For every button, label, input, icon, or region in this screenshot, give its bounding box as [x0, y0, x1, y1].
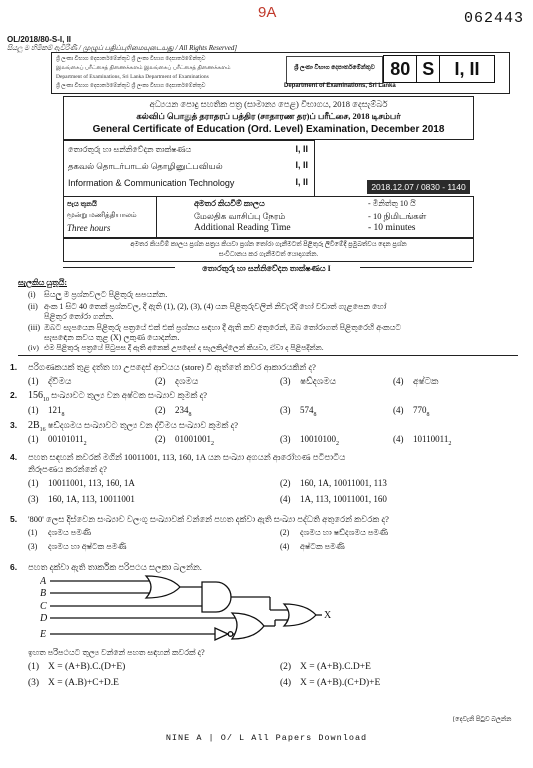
paper-code: OL/2018/80-S-I, II	[7, 35, 72, 44]
exam-title-sinhala: අධ්‍යයන පොදු සහතික පත්‍ර (සාමාන්‍ය පෙළ) විභාගය, 2018 දෙසැම්බර්	[149, 99, 388, 109]
option-text: 121	[48, 405, 62, 415]
option	[28, 494, 135, 504]
option-number: (2)	[280, 478, 291, 488]
instruction-text: සියලු ම ප්‍රශ්නවලට පිළිතුරු සපයන්න.	[44, 290, 168, 299]
instruction-text: එම පිළිතුරු පත්‍රයේ පිටුපස දී ඇති අනෙක් උපදෙස් ද සැලකිල්ලෙන් කියවා, ඒවා ද පිළිපදින්න.	[44, 343, 324, 352]
dept-line: Department of Examinations, Sri Lanka Department of Examinations	[56, 74, 209, 80]
duration-english: Three hours	[67, 223, 111, 233]
and-gate	[202, 582, 231, 612]
option-text: 234	[175, 405, 189, 415]
subject-paper: I, II	[295, 160, 308, 170]
question-2: 2. $156_{10}$ සංඛ්‍යාවට තුල්‍ය වන අෂ්ටක සංඛ්‍යාව කුමක් ද?	[10, 390, 208, 403]
logic-circuit-diagram	[40, 568, 360, 648]
option-text: 00101011	[48, 434, 84, 444]
exam-title-box	[63, 96, 474, 140]
instruction-item	[28, 302, 386, 312]
option	[280, 542, 345, 552]
option-number: (4)	[280, 494, 291, 504]
medium-code: S	[417, 56, 440, 82]
question-text: පහත සඳහන් කවරක් මගින් 10011001, 113, 160, 1A යන සංඛ්‍යා අගයන් ආරෝහණ පටිපාටිය	[28, 452, 346, 462]
option-number: (2)	[155, 376, 166, 386]
option-number: (3)	[280, 434, 291, 444]
option-number: (3)	[28, 494, 39, 504]
reading-english-value: - 10 minutes	[368, 223, 416, 233]
instruction-number: (ii)	[28, 302, 38, 311]
part-title: තොරතුරු හා සන්නිවේදන තාක්ෂණය I	[202, 264, 331, 273]
question-number: 2.	[10, 390, 18, 400]
instruction-text: අංක 1 සිට 40 තෙක් ප්‍රශ්නවල, දී ඇති (1), (2), (3), (4) යන පිළිතුරුවලින් නිවැරදි හෝ වඩාත් ගැළපෙන හෝ	[44, 302, 387, 311]
option-text: 10010100	[300, 434, 336, 444]
instruction-item	[28, 290, 167, 300]
dept-line: ශ්‍රී ලංකා විභාග දෙපාර්තමේන්තුව ශ්‍රී ලංකා විභාග දෙපාර්තමේන්තුව	[56, 83, 206, 89]
option-text: 10110011	[413, 434, 449, 444]
input-label-e: E	[40, 629, 47, 640]
instruction-item	[28, 323, 401, 333]
option: (1) $121_8$	[28, 405, 65, 418]
option-text: 574	[300, 405, 314, 415]
option: (2) $234_8$	[155, 405, 192, 418]
subject-sinhala: තොරතුරු හා සන්නිවේදන තාක්ෂණය	[68, 145, 192, 154]
subject-english: Information & Communication Technology	[68, 178, 235, 188]
option-text: X = (A+B).C.D+E	[300, 662, 371, 672]
footer-text: NINE A | O/ L All Papers Download	[165, 733, 368, 743]
department-stamp	[286, 56, 383, 84]
page-turn-note: [දෙවැනි පිටුව බලන්න	[453, 716, 512, 723]
option-number: (3)	[280, 376, 291, 386]
subject-tamil: தகவல் தொடர்பாடல் தொழினுட்பவியல்	[68, 161, 223, 171]
option-text: X = (A+B).C.(D+E)	[48, 662, 126, 672]
instruction-text: ඔබට සැපයෙන පිළිතුරු පත්‍රයේ එක් එක් ප්‍රශ්නය සඳහා දී ඇති කව අතුරෙන්, ඔබ තෝරාගත් පිළිතුරෙහි අංකයට	[44, 323, 402, 332]
option-number: (1)	[28, 478, 39, 488]
option-number: (4)	[393, 376, 404, 386]
instruction-item	[28, 312, 114, 322]
divider	[360, 267, 472, 268]
divider	[18, 355, 518, 356]
option	[280, 478, 387, 488]
option-text: 770	[413, 405, 427, 415]
dept-line: ශ්‍රී ලංකා විභාග දෙපාර්තමේන්තුව ශ්‍රී ලංකා විභාග දෙපාර්තමේන්තුව	[56, 56, 206, 62]
question-3: 3. $2B_{16}$ ෂඩ්දශමය සංඛ්‍යාවට තුල්‍ය වන ද්විමය සංඛ්‍යාව කුමක් ද?	[10, 420, 239, 433]
reading-sinhala: අමතර කියවීම් කාලය	[194, 199, 265, 208]
question-1	[10, 362, 316, 373]
option-text: අෂ්ටක	[413, 376, 439, 386]
question-number: 6.	[10, 562, 18, 572]
option-text: ෂඩ්දශමය	[300, 376, 337, 386]
option	[28, 478, 135, 488]
option-text: 160, 1A, 113, 10011001	[48, 494, 135, 504]
question-number: 5.	[10, 514, 18, 524]
option-number: (4)	[393, 434, 404, 444]
option	[393, 376, 438, 387]
dept-line: இலங்கைப் பரீட்சைத் திணைக்களம் இலங்கைப் பரீட்சைத் திணைக்களம்	[56, 65, 231, 71]
option-text: දශමය හා ෂඩ්දශමය පමණි	[300, 528, 388, 537]
question-4	[10, 452, 345, 463]
instruction-item	[28, 333, 179, 343]
option-text: 01001001	[175, 434, 211, 444]
exam-title-english: General Certificate of Education (Ord. Level) Examination, December 2018	[92, 124, 445, 135]
subject-paper: I, II	[295, 177, 308, 187]
option: (2) $01001001_2$	[155, 434, 214, 447]
question-5	[10, 514, 389, 525]
question-6-prompt: ඉහත පරිපථයට තුල්‍ය වන්නේ පහත සඳහන් කවරක් ද?	[28, 648, 205, 657]
reading-note-line: සංවිධානය කර ගැනීමටත් යොදාගන්න.	[218, 251, 319, 258]
duration-cell	[64, 197, 157, 237]
option	[28, 542, 126, 552]
paper-code-box	[383, 55, 495, 83]
option-number: (2)	[155, 434, 166, 444]
reading-english: Additional Reading Time	[194, 223, 291, 233]
option	[280, 494, 387, 504]
instruction-number: (iii)	[28, 323, 40, 332]
subject-paper: I, II	[295, 144, 308, 154]
paper-part: I, II	[454, 58, 480, 79]
question-text: පරිගණකයක් තුළ දත්ත හා උපදෙස් ආචයය (store) වී ඇත්තේ කවර ආකාරයකින් ද?	[28, 362, 316, 372]
reading-tamil-value: - 10 நிமிடங்கள்	[368, 211, 427, 221]
date-time-badge: 2018.12.07 / 0830 - 1140	[367, 180, 470, 194]
output-label-x: X	[324, 610, 332, 621]
or-gate	[284, 604, 316, 626]
subject-box	[63, 140, 315, 197]
reading-note-box	[63, 238, 474, 262]
input-label-d: D	[40, 613, 48, 624]
option-number: (3)	[28, 542, 38, 551]
option	[280, 528, 388, 538]
time-box	[63, 196, 474, 238]
instructions-heading: සැලකිය යුතුයි:	[18, 278, 67, 287]
option-number: (3)	[28, 678, 40, 688]
instruction-number: (iv)	[28, 343, 39, 352]
department-name: Department of Examinations, Sri Lanka	[284, 83, 396, 89]
top-mark: 9A	[258, 4, 277, 21]
reading-note-line: අමතර කියවීම් කාලය ප්‍රශ්න පත්‍රය කියවා ප්‍රශ්න තෝරා ගැනීමටත් පිළිතුරු ලිවීමේදී ප්‍රමුඛත්වය දෙන ප්‍රශ්න	[130, 241, 407, 248]
input-label-b: B	[40, 588, 47, 599]
serial-number: 062443	[464, 10, 525, 27]
option-text: 10011001, 113, 160, 1A	[48, 478, 135, 488]
input-label-c: C	[40, 601, 47, 612]
or-gate	[146, 576, 180, 598]
instruction-text: සැසඳෙන කවය තුළ (X) ලකුණ යොදන්න.	[44, 333, 180, 342]
question-text: සංඛ්‍යාවට තුල්‍ය වන අෂ්ටක සංඛ්‍යාව කුමක් ද?	[51, 390, 208, 400]
reading-sinhala-value: - මිනිත්තු 10 යි	[368, 199, 416, 208]
stamp-text: ශ්‍රී ලංකා විභාග දෙපාර්තමේන්තුව	[294, 65, 375, 71]
rights-notice: සියලු ම හිමිකම් ඇවිරිණි / முழுப் பதிப்புரிமையுடையது / All Rights Reserved]	[7, 44, 238, 52]
option-number: (4)	[280, 678, 292, 688]
instruction-number: (i)	[28, 290, 36, 299]
duration-sinhala: පැය තුනයි	[67, 200, 97, 208]
not-gate	[215, 628, 228, 640]
option-number: (1)	[28, 434, 39, 444]
option-text: දශමය	[175, 376, 199, 386]
option	[280, 662, 371, 672]
option-text: 160, 1A, 10011001, 113	[300, 478, 387, 488]
question-number: 3.	[10, 420, 18, 430]
question-number: 1.	[10, 362, 18, 372]
subject-number: 80	[384, 56, 417, 82]
option	[280, 376, 336, 387]
option	[280, 678, 380, 688]
option-text: X = (A+B).(C+D)+E	[300, 678, 381, 688]
question-text: ෂඩ්දශමය සංඛ්‍යාවට තුල්‍ය වන ද්විමය සංඛ්‍යාව කුමක් ද?	[47, 420, 239, 430]
option: (4) $10110011_2$	[393, 434, 452, 447]
option-number: (1)	[28, 528, 38, 537]
option-text: දශමය හා අෂ්ටක පමණි	[48, 542, 127, 551]
question-number: 4.	[10, 452, 18, 462]
option-number: (2)	[280, 662, 292, 672]
input-label-a: A	[40, 576, 47, 587]
option-number: (4)	[393, 405, 404, 415]
duration-tamil: மூன்று மணித்தியாலம்	[67, 211, 137, 219]
option: (3) $574_8$	[280, 405, 317, 418]
option-text: X = (A.B)+C+D.E	[48, 678, 119, 688]
option: (3) $10010100_2$	[280, 434, 339, 447]
reading-tamil: மேலதிக வாசிப்பு நேரம்	[194, 211, 286, 221]
option-number: (4)	[280, 542, 290, 551]
option-text: අෂ්ටක පමණි	[300, 542, 345, 551]
option-number: (1)	[28, 376, 39, 386]
question-text: පහත දක්වා ඇති තාර්කික පරිපථය සලකා බලන්න.	[28, 562, 202, 572]
option-number: (3)	[280, 405, 291, 415]
or-gate	[232, 613, 264, 639]
option	[28, 662, 125, 672]
option-number: (1)	[28, 405, 39, 415]
option-text: 1A, 113, 10011001, 160	[300, 494, 387, 504]
reading-time-cell	[156, 197, 473, 237]
option-text: ද්විමය	[48, 376, 72, 386]
option	[28, 528, 91, 538]
option-number: (2)	[155, 405, 166, 415]
option: (1) $00101011_2$	[28, 434, 87, 447]
option-number: (2)	[280, 528, 290, 537]
option: (4) $770_8$	[393, 405, 430, 418]
option	[155, 376, 198, 387]
question-text: '800' ලෙස දිස්වෙන සංඛ්‍යාව වලංගු සංඛ්‍යාවක් වන්නේ පහත දක්වා ඇති සංඛ්‍යා පද්ධති අතුරෙන් කවරක ද?	[28, 514, 389, 524]
exam-title-tamil: கல்விப் பொதுத் தராதரப் பத்திர (சாதாரண தர)ப் பரீட்சை, 2018 டிசம்பர்	[136, 111, 401, 121]
question-4-continued: නිරූපණය කරන්නේ ද?	[28, 464, 107, 474]
option-text: දශමය පමණි	[48, 528, 91, 537]
option	[28, 678, 119, 688]
option-number: (1)	[28, 662, 40, 672]
instruction-text: පිළිතුර තෝරා ගන්න.	[44, 312, 114, 321]
option	[28, 376, 71, 387]
instruction-item	[28, 343, 324, 353]
